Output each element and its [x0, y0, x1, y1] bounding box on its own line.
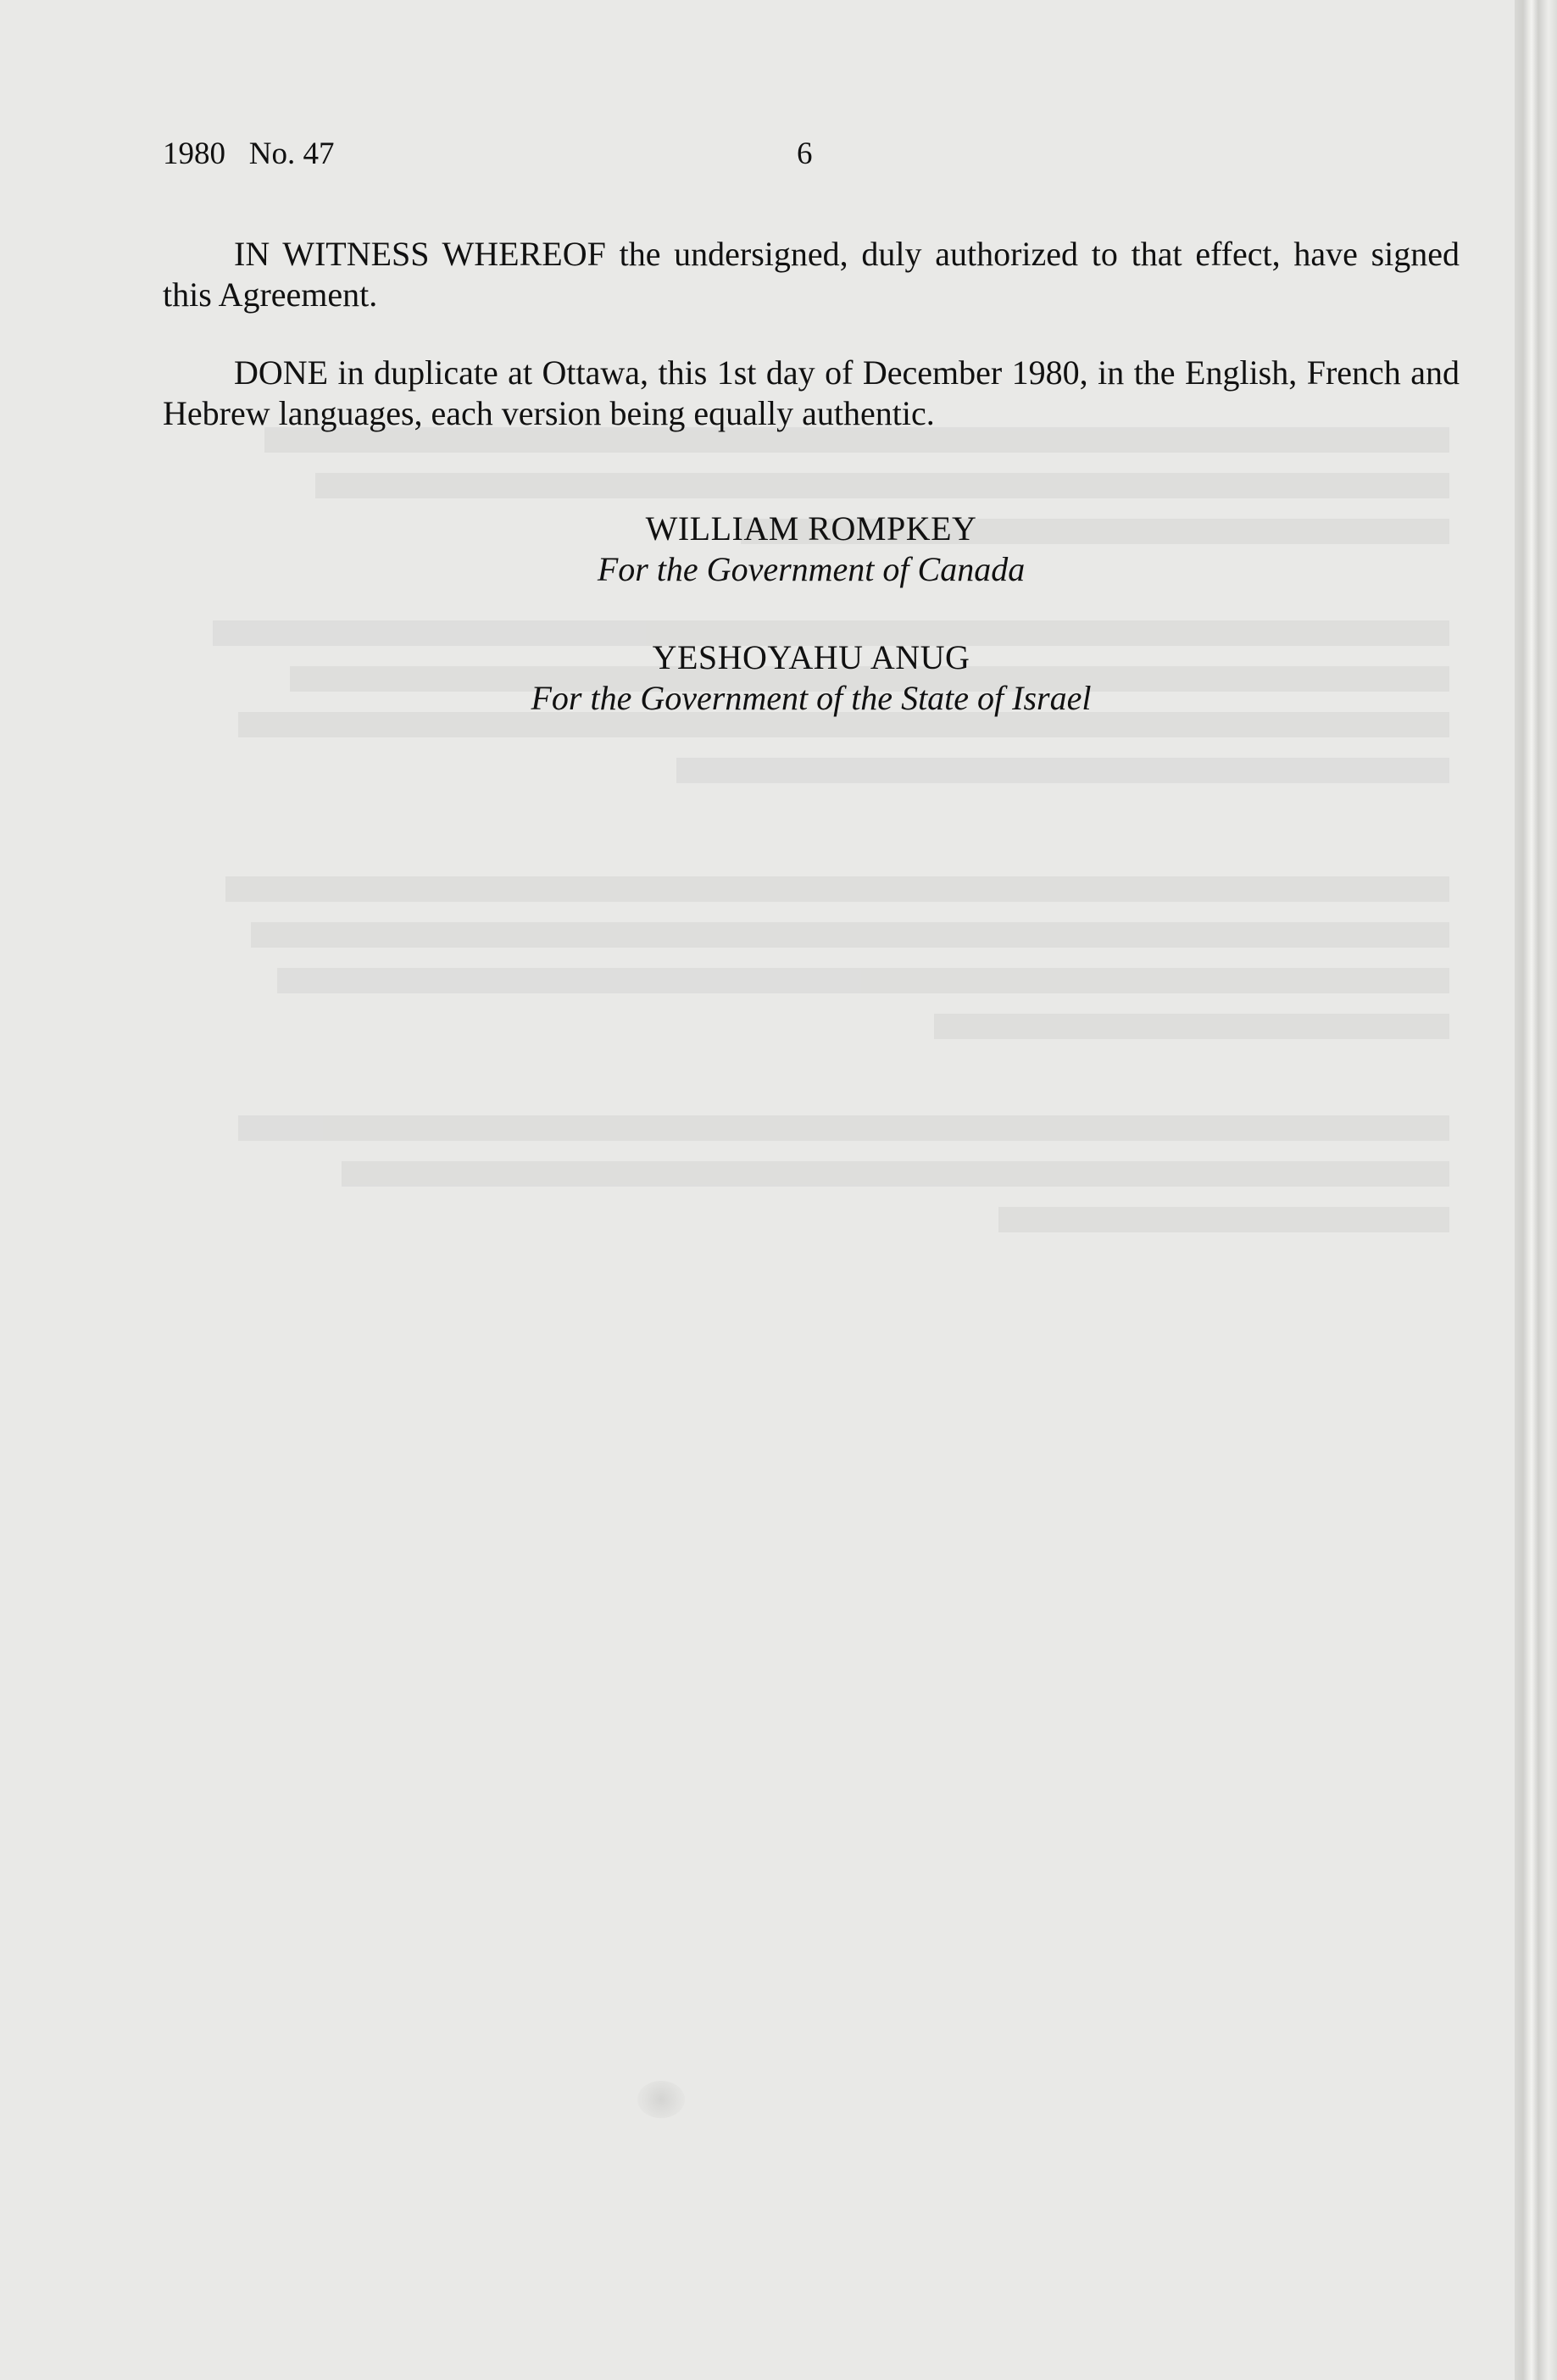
signature-block-israel [163, 637, 1460, 719]
act-year-number: 1980 No. 47 [163, 136, 335, 171]
signature-block-canada [163, 509, 1460, 590]
signatory-name: WILLIAM ROMPKEY [645, 509, 977, 548]
binding-edge [1515, 0, 1557, 2380]
signatory-role: For the Government of Canada [597, 550, 1026, 588]
signatory-name: YESHOYAHU ANUG [652, 638, 970, 676]
witness-paragraph: IN WITNESS WHEREOF the undersigned, duly authorized to that effect, have signed this Agreement. [163, 235, 1460, 314]
page-number: 6 [797, 136, 813, 171]
signatory-role: For the Government of the State of Israel [531, 679, 1092, 717]
paper-stain [637, 2081, 685, 2118]
done-paragraph: DONE in duplicate at Ottawa, this 1st day of December 1980, in the English, French and Hebrew languages, each version being equally authentic. [163, 353, 1460, 432]
reverse-side-bleed-through [161, 407, 1449, 1695]
